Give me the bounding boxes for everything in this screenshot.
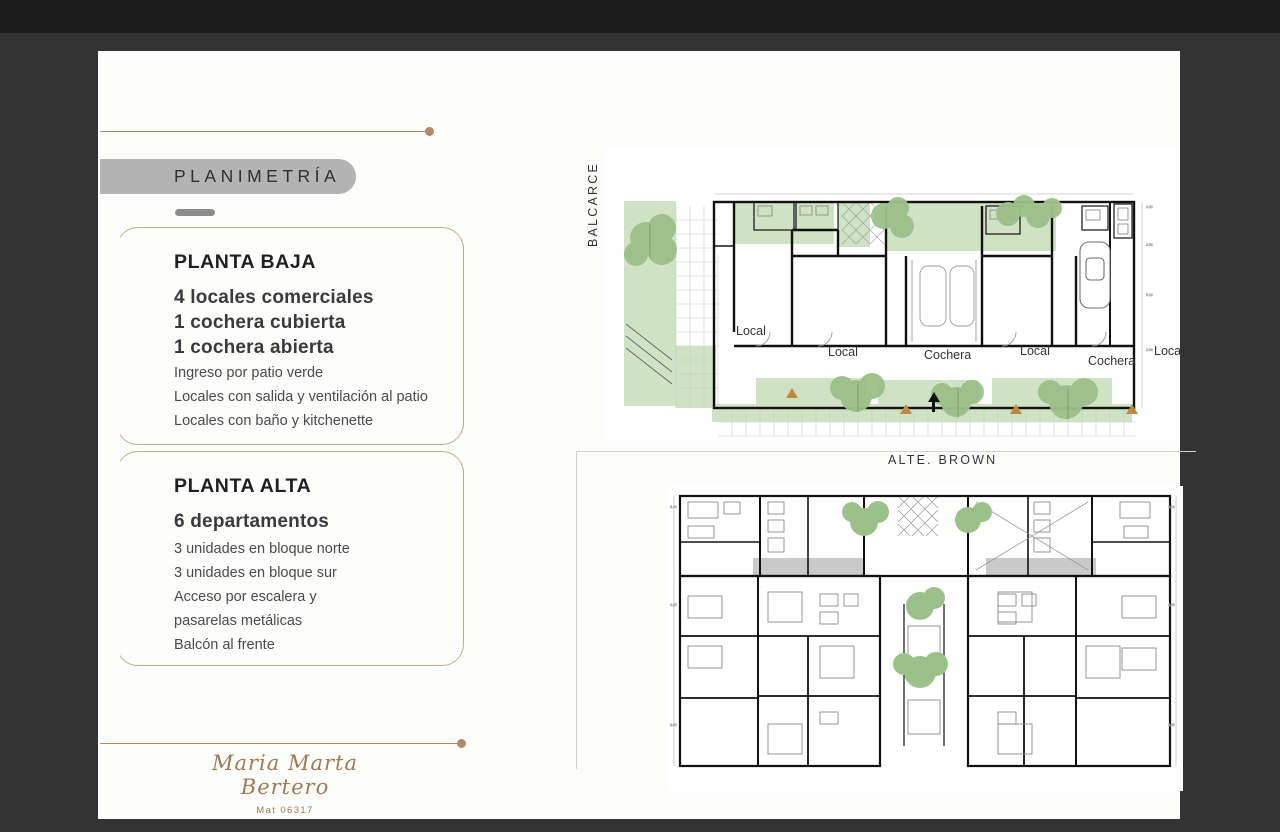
svg-text:3.80: 3.80: [1168, 723, 1175, 727]
planta-alta-detail-3: pasarelas metálicas: [174, 613, 303, 629]
planta-alta-detail-4: Balcón al frente: [174, 637, 275, 653]
plans-column: [498, 51, 1184, 819]
room-label-local-4: Local: [1154, 344, 1184, 358]
svg-text:4.25: 4.25: [670, 603, 677, 607]
ground-floor-plan-drawing: [606, 146, 1176, 441]
agent-signature-name: Maria Marta Bertero: [212, 751, 358, 799]
svg-text:5.10: 5.10: [1146, 293, 1153, 297]
ground-floor-plan: [606, 146, 1184, 441]
upper-floor-plan: [668, 486, 1183, 791]
room-label-local-2: Local: [828, 345, 858, 359]
planta-baja-highlight-0: 4 locales comerciales: [174, 287, 374, 308]
planta-baja-detail-2: Locales con baño y kitchenette: [174, 413, 374, 429]
planta-alta-heading: PLANTA ALTA: [174, 475, 312, 497]
left-content-column: [98, 51, 498, 819]
svg-text:4.20: 4.20: [1146, 205, 1153, 209]
street-label-balcarce: BALCARCE: [586, 162, 600, 247]
planta-baja-heading: PLANTA BAJA: [174, 251, 317, 273]
top-divider-line: [100, 131, 430, 132]
signature-block: [170, 751, 400, 816]
room-label-local-3: Local: [1020, 344, 1050, 358]
planta-alta-detail-2: Acceso por escalera y: [174, 589, 317, 605]
top-divider-dot: [425, 127, 434, 136]
room-label-local-1: Local: [736, 324, 766, 338]
plans-horizontal-divider: [576, 451, 1196, 452]
brochure-page: [98, 51, 1184, 819]
planta-baja-highlight-1: 1 cochera cubierta: [174, 312, 346, 333]
planta-alta-highlight-0: 6 departamentos: [174, 511, 330, 532]
planta-alta-card-left-mask: [98, 451, 120, 666]
planta-alta-detail-0: 3 unidades en bloque norte: [174, 541, 350, 557]
planta-baja-highlight-2: 1 cochera abierta: [174, 337, 334, 358]
planta-baja-detail-1: Locales con salida y ventilación al patio: [174, 389, 428, 405]
svg-text:3.80: 3.80: [670, 723, 677, 727]
planta-baja-card-left-mask: [98, 227, 120, 445]
room-label-cochera-1: Cochera: [924, 348, 972, 362]
planta-alta-detail-1: 3 unidades en bloque sur: [174, 565, 337, 581]
room-label-cochera-2: Cochera: [1088, 354, 1136, 368]
top-letterbox-band: [0, 0, 1280, 33]
title-underline-dash: [175, 209, 215, 216]
street-label-alte-brown: ALTE. BROWN: [888, 453, 998, 467]
svg-text:3.10: 3.10: [1168, 505, 1175, 509]
planta-baja-detail-0: Ingreso por patio verde: [174, 365, 324, 381]
agent-license-number: Mat 06317: [256, 805, 314, 816]
svg-text:3.10: 3.10: [670, 505, 677, 509]
svg-text:3.55: 3.55: [1146, 243, 1153, 247]
svg-text:2.80: 2.80: [1146, 348, 1153, 352]
bottom-divider-dot: [457, 739, 466, 748]
page-title: PLANIMETRÍA: [174, 166, 341, 186]
upper-floor-plan-drawing: [668, 486, 1183, 791]
plans-vertical-divider: [576, 451, 577, 769]
section-title-banner: [100, 159, 356, 194]
bottom-divider-line: [100, 743, 462, 744]
svg-text:4.25: 4.25: [1168, 603, 1175, 607]
